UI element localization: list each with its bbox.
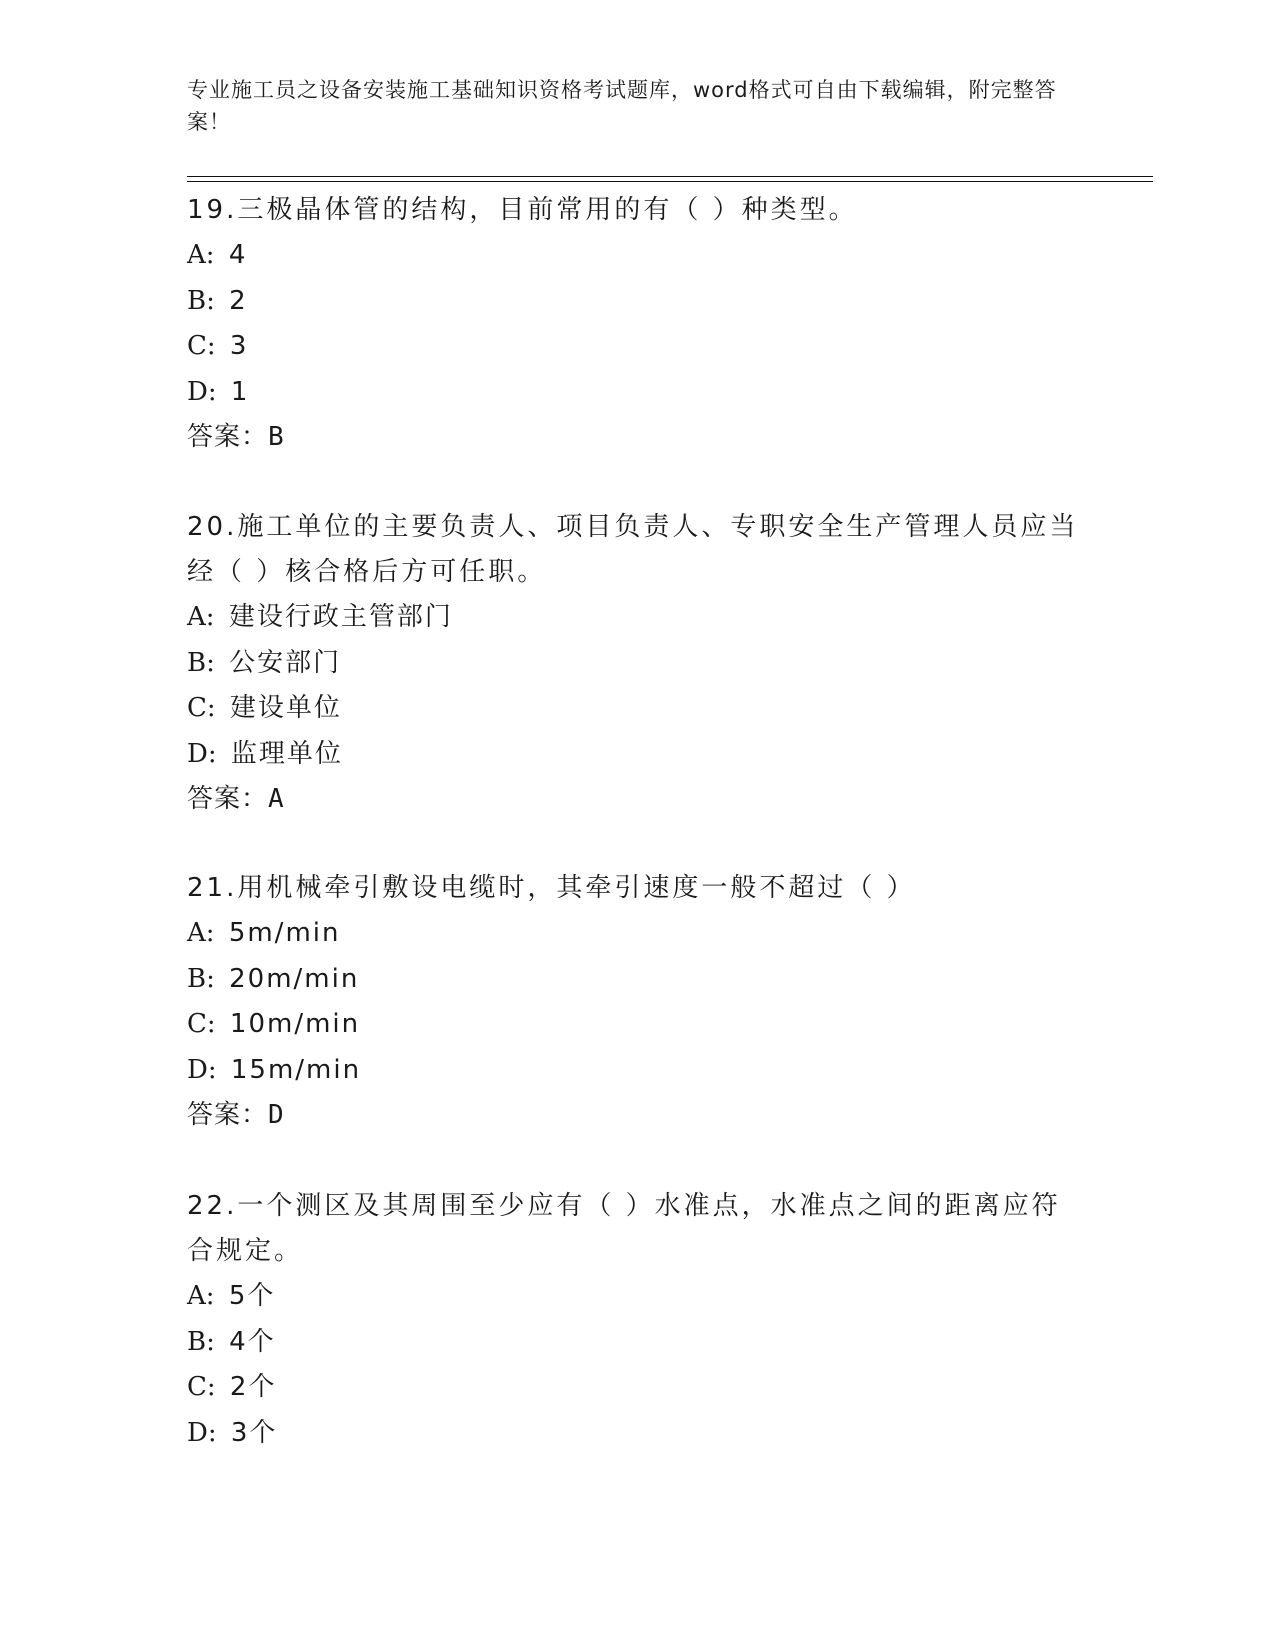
option-a	[187, 1274, 1087, 1320]
answer-label: 答案：	[187, 422, 269, 452]
option-value: 2个	[229, 1372, 277, 1402]
option-letter: A:	[187, 602, 215, 632]
question-text	[187, 866, 1087, 911]
option-b	[187, 1320, 1087, 1366]
question-number: 19.	[187, 195, 238, 225]
option-letter: A:	[187, 240, 215, 270]
option-value: 1	[230, 376, 250, 407]
option-d	[187, 370, 1087, 416]
option-value: 公安部门	[229, 647, 342, 678]
question-19	[187, 188, 1087, 460]
option-letter: C:	[187, 1009, 216, 1039]
option-letter: B:	[187, 647, 215, 678]
question-22	[187, 1184, 1087, 1456]
question-stem: 三极晶体管的结构，目前常用的有（ ）种类型。	[237, 195, 858, 225]
option-value: 建设单位	[229, 693, 342, 723]
option-letter: B:	[187, 1326, 215, 1357]
option-letter: D:	[187, 1417, 217, 1448]
option-letter: A:	[187, 918, 215, 948]
option-c	[187, 686, 1087, 732]
question-text	[187, 188, 1087, 233]
option-letter: C:	[187, 693, 216, 723]
option-letter: D:	[187, 1054, 217, 1085]
option-value: 15m/min	[230, 1054, 362, 1085]
option-value: 监理单位	[230, 738, 343, 769]
option-b	[187, 641, 1087, 687]
option-letter: C:	[187, 1372, 216, 1402]
question-20	[187, 505, 1087, 822]
answer-line	[187, 777, 1087, 822]
option-value: 5m/min	[228, 918, 341, 948]
option-letter: B:	[187, 963, 215, 994]
option-letter: D:	[187, 738, 217, 769]
option-letter: B:	[187, 285, 215, 316]
answer-value: D	[268, 1100, 285, 1130]
answer-label: 答案：	[187, 784, 269, 814]
answer-line	[187, 1093, 1087, 1138]
option-value: 2	[229, 285, 248, 316]
answer-value: B	[268, 422, 285, 452]
option-d	[187, 1048, 1087, 1094]
option-value: 3个	[230, 1417, 278, 1448]
option-value: 建设行政主管部门	[228, 602, 453, 632]
question-stem: 用机械牵引敷设电缆时，其牵引速度一般不超过（ ）	[237, 873, 916, 903]
option-a	[187, 911, 1087, 957]
question-text	[187, 1184, 1087, 1274]
option-letter: A:	[187, 1281, 215, 1311]
answer-line	[187, 415, 1087, 460]
answer-value: A	[268, 784, 285, 814]
question-stem: 一个测区及其周围至少应有（ ）水准点，水准点之间的距离应符合规定。	[187, 1191, 1061, 1266]
option-d	[187, 1411, 1087, 1457]
question-number: 20.	[187, 512, 238, 542]
header-divider-top	[187, 176, 1153, 177]
option-d	[187, 732, 1087, 778]
option-value: 4	[228, 240, 248, 270]
option-value: 10m/min	[229, 1009, 361, 1039]
option-b	[187, 957, 1087, 1003]
option-c	[187, 1365, 1087, 1411]
option-value: 4个	[229, 1326, 276, 1357]
document-header: 专业施工员之设备安装施工基础知识资格考试题库，word格式可自由下载编辑，附完整答案！	[187, 78, 1057, 134]
question-21	[187, 866, 1087, 1138]
header-divider-bottom	[187, 181, 1153, 182]
answer-label: 答案：	[187, 1100, 269, 1130]
option-c	[187, 1002, 1087, 1048]
option-value: 20m/min	[229, 963, 360, 994]
option-value: 3	[229, 331, 249, 361]
question-stem: 施工单位的主要负责人、项目负责人、专职安全生产管理人员应当经（ ）核合格后方可任职。	[187, 512, 1079, 587]
option-letter: D:	[187, 376, 217, 407]
option-b	[187, 279, 1087, 325]
question-text	[187, 505, 1087, 595]
option-c	[187, 324, 1087, 370]
option-a	[187, 595, 1087, 641]
question-number: 22.	[187, 1191, 238, 1221]
question-number: 21.	[187, 873, 238, 903]
option-letter: C:	[187, 331, 216, 361]
option-value: 5个	[228, 1281, 276, 1311]
option-a	[187, 233, 1087, 279]
